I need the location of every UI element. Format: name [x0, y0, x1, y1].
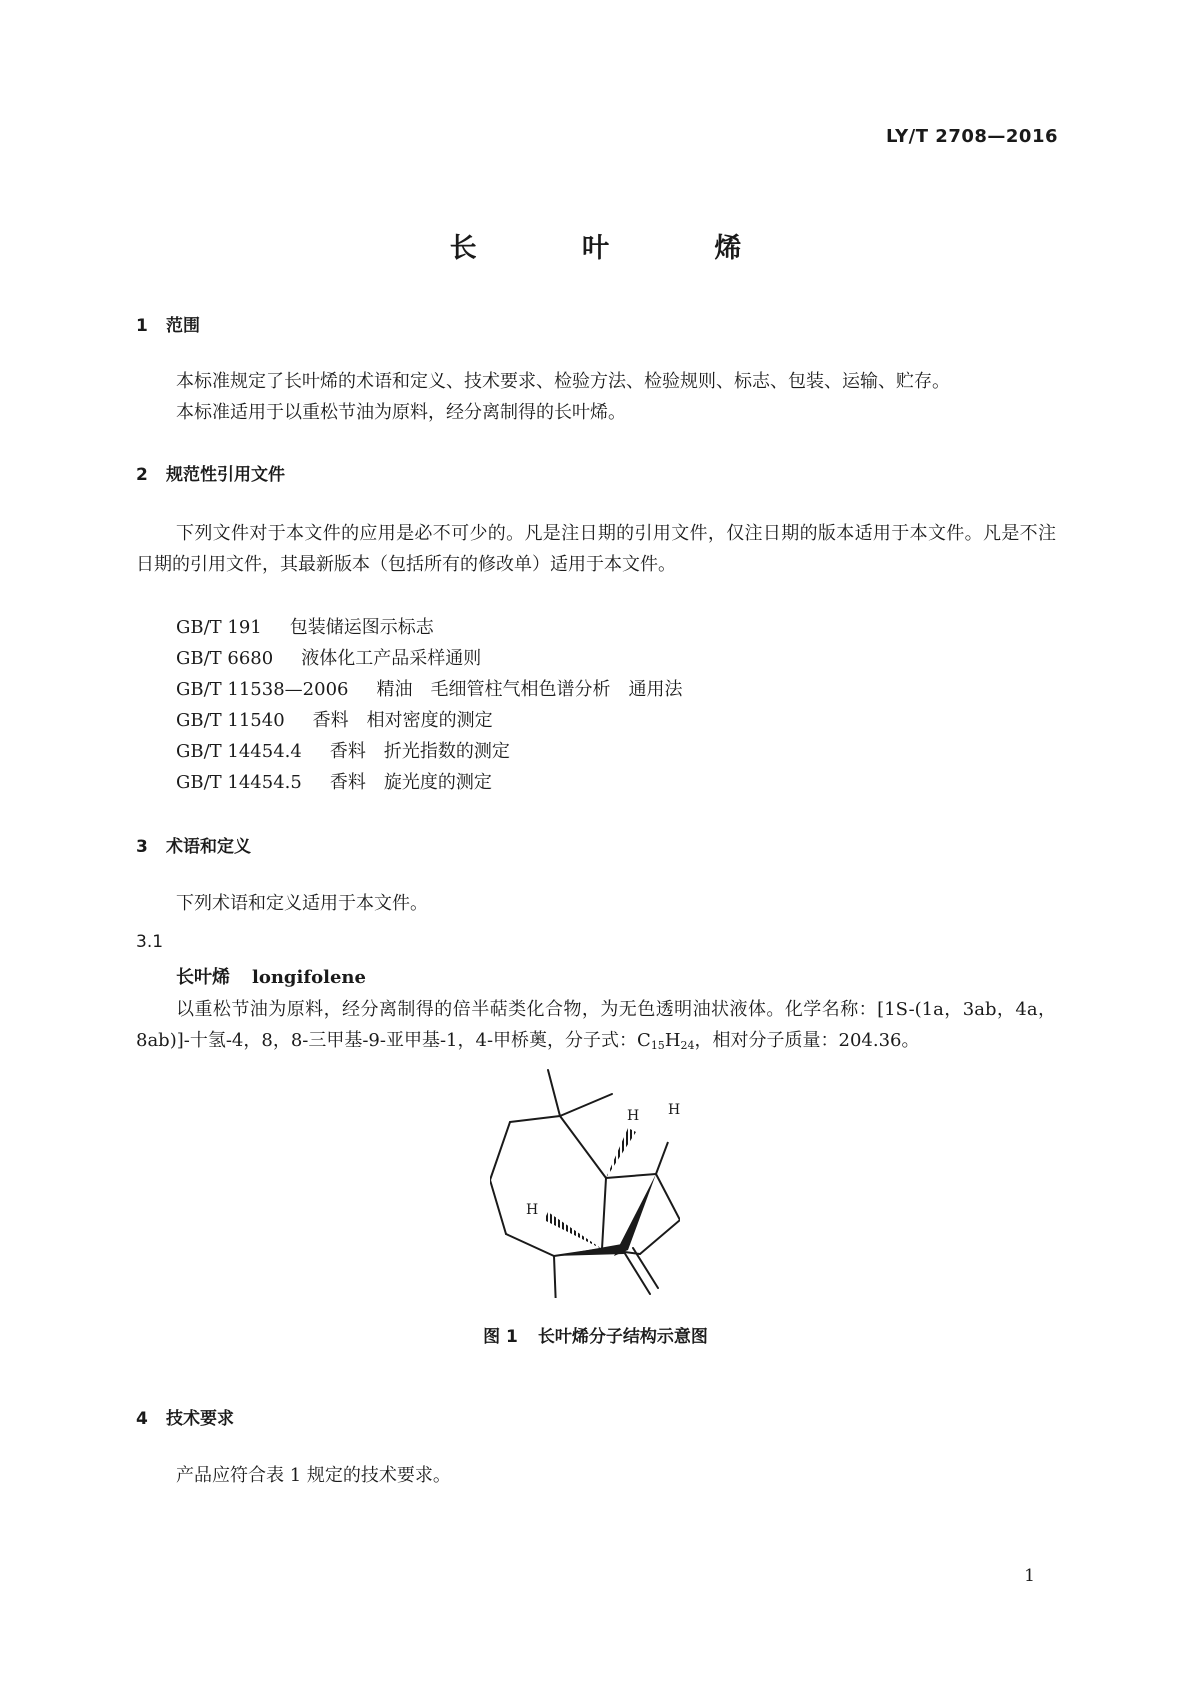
section-4-heading [136, 1404, 234, 1429]
section-3-paragraph: 下列术语和定义适用于本文件。 [176, 893, 428, 914]
normative-reference-list [176, 612, 682, 798]
reference-item [176, 674, 682, 705]
section-1-paragraph-1: 本标准规定了长叶烯的术语和定义、技术要求、检验方法、检验规则、标志、包装、运输、贮存。 [176, 371, 950, 392]
reference-code: GB/T 14454.5 [176, 772, 302, 793]
figure-label: 图 1 [483, 1327, 518, 1347]
reference-code: GB/T 11538—2006 [176, 679, 349, 700]
term-definition: 以重松节油为原料，经分离制得的倍半萜类化合物，为无色透明油状液体。化学名称：[1S-(1a，3ab，4a，8ab)]-十氢-4，8，8-三甲基-9-亚甲基-1，4-甲桥薁，分子式：$C_{15}H_{24}$，相对分子质量：204.36。 [136, 999, 1056, 1052]
reference-item [176, 705, 682, 736]
reference-title: 包装储运图示标志 [289, 617, 434, 638]
clause-number: 3.1 [136, 932, 164, 952]
section-2-heading [136, 460, 285, 485]
standard-code: LY/T 2708—2016 [885, 126, 1058, 147]
reference-title: 精油 毛细管柱气相色谱分析 通用法 [376, 679, 683, 700]
reference-title: 香料 旋光度的测定 [329, 772, 492, 793]
section-title: 范围 [166, 316, 200, 336]
reference-item [176, 612, 682, 643]
reference-code: GB/T 191 [176, 617, 262, 638]
section-4-paragraph: 产品应符合表 1 规定的技术要求。 [176, 1465, 451, 1486]
section-title: 技术要求 [166, 1409, 234, 1429]
section-1-paragraph-2: 本标准适用于以重松节油为原料，经分离制得的长叶烯。 [176, 402, 626, 423]
section-1-heading [136, 311, 200, 336]
section-number: 3 [136, 837, 148, 857]
reference-title: 香料 折光指数的测定 [329, 741, 510, 762]
reference-title: 香料 相对密度的测定 [312, 710, 493, 731]
document-title: 长 叶 烯 [449, 233, 790, 264]
figure-caption-text: 长叶烯分子结构示意图 [537, 1327, 708, 1347]
section-2-paragraph: 下列文件对于本文件的应用是必不可少的。凡是注日期的引用文件，仅注日期的版本适用于本文件。凡是不注日期的引用文件，其最新版本（包括所有的修改单）适用于本文件。 [136, 523, 1056, 575]
section-3-heading [136, 832, 251, 857]
reference-code: GB/T 14454.4 [176, 741, 302, 762]
reference-code: GB/T 6680 [176, 648, 274, 669]
molecular-structure-figure [490, 1062, 680, 1298]
reference-item [176, 767, 682, 798]
section-number: 1 [136, 316, 148, 336]
page-number: 1 [1024, 1566, 1035, 1586]
reference-title: 液体化工产品采样通则 [301, 648, 482, 669]
reference-item [176, 736, 682, 767]
section-title: 术语和定义 [166, 837, 251, 857]
reference-item [176, 643, 682, 674]
hydrogen-label: H [526, 1202, 539, 1218]
term-english: longifolene [252, 967, 366, 988]
hydrogen-label: H [668, 1102, 680, 1118]
term-entry [176, 963, 366, 989]
reference-code: GB/T 11540 [176, 710, 285, 731]
section-title: 规范性引用文件 [166, 465, 285, 485]
hydrogen-label: H [627, 1108, 640, 1124]
term-chinese: 长叶烯 [176, 967, 230, 988]
section-number: 2 [136, 465, 148, 485]
section-number: 4 [136, 1409, 148, 1429]
figure-caption [0, 1322, 1191, 1347]
